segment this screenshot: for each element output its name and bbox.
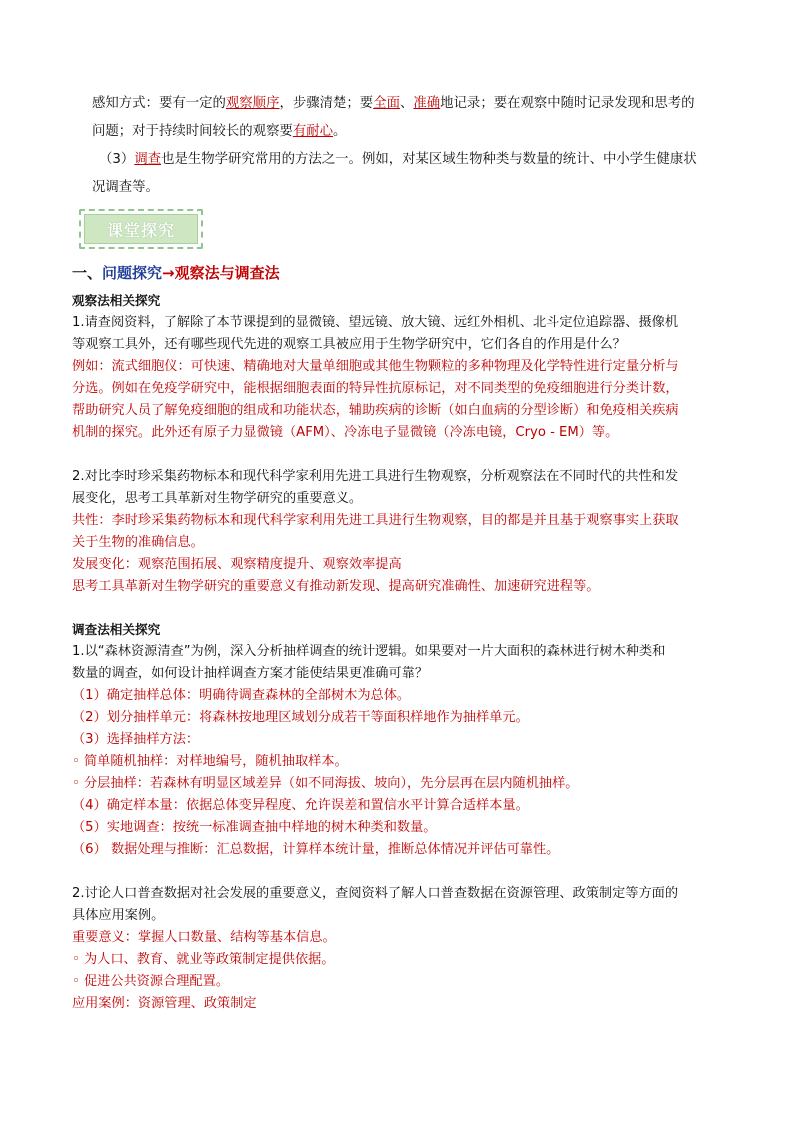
obs-a2-line: 关于生物的准确信息。 (72, 535, 204, 550)
survey-a2-line: ◦ 促进公共资源合理配置。 (72, 974, 230, 989)
survey-a1-line: ◦ 简单随机抽样：对样地编号，随机抽取样本。 (72, 754, 348, 769)
survey-q2-line: 具体应用案例。 (72, 908, 165, 923)
badge-label: 课堂探究 (84, 214, 198, 244)
survey-q1-line: 1.以“森林资源清查”为例，深入分析抽样调查的统计逻辑。如果要对一片大面积的森林进行树木种类和 (72, 644, 666, 659)
obs-a1-line: 分选。例如在免疫学研究中，能根据细胞表面的特异性抗原标记，对不同类型的免疫细胞进行分类计数， (72, 381, 679, 396)
obs-q2-line: 2.对比李时珍采集药物标本和现代科学家利用先进工具进行生物观察，分析观察法在不同时代的共性和发 (72, 469, 679, 484)
section-heading: 一、问题探究→观察法与调查法 (72, 264, 280, 282)
survey-a2-line: ◦ 为人口、教育、就业等政策制定提供依据。 (72, 952, 335, 967)
survey-a1-line: （1）确定抽样总体：明确待调查森林的全部树木为总体。 (72, 688, 411, 703)
intro-line-2: 问题；对于持续时间较长的观察要有耐心。 (92, 124, 347, 139)
survey-a2-line: 重要意义：掌握人口数量、结构等基本信息。 (72, 930, 336, 945)
survey-subheading: 调查法相关探究 (72, 622, 161, 637)
obs-subheading: 观察法相关探究 (72, 293, 161, 308)
intro-line-3: （3）调查也是生物学研究常用的方法之一。例如，对某区域生物种类与数量的统计、中小学生健康状 (99, 152, 697, 167)
survey-a1-line: （5）实地调查：按统一标准调查抽中样地的树木种类和数量。 (72, 820, 437, 835)
obs-a1-line: 例如：流式细胞仪：可快速、精确地对大量单细胞或其他生物颗粒的多种物理及化学特性进行定量分析与 (72, 359, 679, 374)
survey-a1-line: （6） 数据处理与推断：汇总数据，计算样本统计量，推断总体情况并评估可靠性。 (72, 842, 560, 857)
section-badge (79, 209, 203, 249)
obs-q1-line: 1.请查阅资料，了解除了本节课提到的显微镜、望远镜、放大镜、远红外相机、北斗定位追踪器、摄像机 (72, 315, 679, 330)
survey-a1-line: （2）划分抽样单元：将森林按地理区域划分成若干等面积样地作为抽样单元。 (72, 710, 529, 725)
survey-a1-line: ◦ 分层抽样：若森林有明显区域差异（如不同海拔、坡向），先分层再在层内随机抽样。 (72, 776, 579, 791)
survey-a1-line: （4）确定样本量：依据总体变异程度、允许误差和置信水平计算合适样本量。 (72, 798, 529, 813)
intro-line-1: 感知方式：要有一定的观察顺序，步骤清楚；要全面、准确地记录；要在观察中随时记录发现和思考的 (92, 96, 695, 111)
obs-a1-line: 机制的探究。此外还有原子力显微镜（AFM）、冷冻电子显微镜（冷冻电镜，Cryo - EM）等。 (72, 425, 619, 440)
obs-a1-line: 帮助研究人员了解免疫细胞的组成和功能状态，辅助疾病的诊断（如白血病的分型诊断）和免疫相关疾病 (72, 403, 679, 418)
obs-a2-line: 思考工具革新对生物学研究的重要意义有推动新发现、提高研究准确性、加速研究进程等。 (72, 579, 600, 594)
obs-a2-line: 共性：李时珍采集药物标本和现代科学家利用先进工具进行生物观察，目的都是并且基于观察事实上获取 (72, 513, 679, 528)
obs-q1-line: 等观察工具外，还有哪些现代先进的观察工具被应用于生物学研究中，它们各自的作用是什么？ (72, 337, 626, 352)
survey-q2-line: 2.讨论人口普查数据对社会发展的重要意义，查阅资料了解人口普查数据在资源管理、政策制定等方面的 (72, 886, 679, 901)
obs-q2-line: 展变化，思考工具革新对生物学研究的重要意义。 (72, 491, 363, 506)
survey-a2-line: 应用案例：资源管理、政策制定 (72, 996, 257, 1011)
survey-a1-line: （3）选择抽样方法： (72, 732, 200, 747)
obs-a2-line: 发展变化：观察范围拓展、观察精度提升、观察效率提高 (72, 557, 402, 572)
survey-q1-line: 数量的调查，如何设计抽样调查方案才能使结果更准确可靠？ (72, 666, 429, 681)
intro-line-4: 况调查等。 (92, 180, 159, 195)
